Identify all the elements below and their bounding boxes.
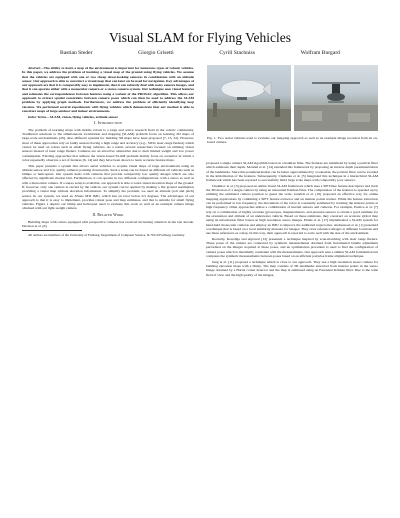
body-paragraph: Building maps with robots equipped with perspective cameras has received increasing attention in the last decade. Davison et al. [6] (22, 219, 194, 228)
figure-photo-camera-view (294, 65, 378, 131)
abstract-text: —The ability to learn a map of the environment is important for numerous types of robotic vehicles. In this paper, we address the problem of learning a visual map of the ground using flying vehicles. We assume that the vehicles are equipped with one or two cheap down-looking cameras in combination with an attitude sensor. Our approach is able to construct a visual map that can later on be used for navigation. Key advantages of our approach are that it is comparably easy to implement, that it can robustly deal with noisy camera images, and that it can operate either with a monocular camera or a stereo camera system. Our technique uses visual features and estimates the correspondences between features using a variant of the PROSAC algorithm. This allows our approach to extract spatial constraints between camera poses which can then be used to address the SLAM problem by applying graph methods. Furthermore, we address the problem of efficiently identifying loop closures. We performed several experiments with flying vehicles which demonstrate that our method is able to construct maps of large outdoor and indoor environments. (22, 66, 194, 113)
figure-caption: Fig. 1. Two aerial vehicles used to evaluate our mapping approach as well as an example image recorded from an on-board camera. (207, 136, 378, 145)
footnote-divider (22, 230, 82, 231)
body-paragraph: This paper presents a system that allows aerial vehicles to acquire visual maps of large environments using an attitude sensor and low quality cameras pointing downwards. Such a setup can be found on different air vehicles such as blimps or helicopters. Our system deals with cameras that provide comparably low quality images which are also affected by significant motion blur. Furthermore, it can operate in two different configurations: with a stereo as well as with a monocular camera. If a stereo setup is available, our approach is able to learn visual elevation maps of the ground. If, however, only one camera is carried by the vehicle, our system can be applied by making a flat ground assumption providing a visual map without elevation information. To simplify the problem, we used an attitude (roll and pitch) sensor. In our system, we used an XSens MTi IMU, which has an error below 0.5 degrees. The advantages of our approach is that it is easy to implement, provides robust pose and map estimates, and that is suitable for small flying vehicles. Figure 1 depicts our blimp and helicopter used to evaluate this work as well as an example camera image obtained with our light-weight camera. (22, 163, 194, 211)
section-heading-introduction: I. Introduction (94, 121, 122, 126)
body-paragraph: Jung et al. [11] proposed a technique which is close to our approach. They use a high resolution stereo camera for building elevation maps with a blimp. The map consists of 3D landmarks extracted from interest points in the stereo image obtained by a Harris corner detector and the map is estimated using an Extended Kalman filter. Due to the wide field of view and the high quality of the images, (206, 259, 378, 277)
index-terms-label: Index Terms (28, 114, 47, 119)
blimp-photo-image (207, 65, 291, 131)
section-heading-related-work: II. Related Work (92, 213, 124, 218)
author-list (60, 50, 340, 57)
author-name: Cyrill Stachniss (219, 50, 255, 56)
paper-title: Visual SLAM for Flying Vehicles (109, 30, 291, 45)
abstract-paragraph (22, 66, 194, 113)
body-paragraph: The problem of learning maps with mobile robots is a large and active research field in the robotic community. Traditional solutions to the simultaneous localization and mapping (SLAM) problem focus on learning 2D maps of large-scale environments [20]. Also different systems for building 3D maps have been proposed [7, 13, 22]. However, most of these approaches rely on bulky sensors having a high range and accuracy (e.g., SICK laser range finders) which cannot be used on robots such as small flying vehicles. As a result, several researchers focused on utilizing vision sensors instead of laser range finders. Cameras are an attractive alternative due to their limited weight and low power consumption. Existing approaches that address the vision-based SLAM problem mainly focus on scenarios in which a robot repeatedly observes a set of features [6, 14] and they have been shown to learn accurate feature maps. (22, 127, 194, 162)
figure-1 (207, 65, 378, 131)
author-name: Bastian Steder (60, 50, 93, 56)
affiliation-footnote: All authors are members of the University of Freiburg, Department of Computer Science, D-79110 Freiburg, Germany (28, 232, 185, 237)
left-column (22, 66, 194, 502)
abstract-label: Abstract (28, 66, 41, 70)
author-name: Giorgio Grisetti (138, 50, 174, 56)
body-paragraph: Recently, Konolige and Agrawal [12] presented a technique inspired by scan-matching with laser range finders. These poses of the camera are connected by synthetic measurements obtained from incremental bundle adjustment performed on the images acquired at these poses, and an optimization procedure is used to find the configuration of camera poses which is maximally consistent with the measurements. Our approach uses a similar SLAM formulation but computes the synthetic measurements between poses based on an efficient pairwise frame alignment technique. (206, 236, 378, 259)
body-paragraph: Chekhlov et al. [3] proposed an online visual SLAM framework which uses a SIFT-like feature descriptors and track the 3D motion of a single camera by using an unscented Kalman filter. The computation of the features is speeded up by utilizing the estimated camera position to guess the scale. Jensfelt et al. [10] proposed an effective way for online mapping applications by combining a SIFT feature extractor and an interest points tracker. While the feature extraction can be performed at low frequency, the movement of the robot is constantly estimated by tracking the interest points at high frequency. Other approaches utilize a combination of inertial sensors and cameras. For example, Eustice et al. [7] rely on a combination of highly accurate gyroscopes, magnetometers, and pressure sensors to obtain a good estimate for the orientation and altitude of an underwater vehicle. Based on these estimates, they construct an accurate global map using an information filter based on high resolution stereo images. Piniés et al. [17] implemented a SLAM system for hand-held monocular cameras and employ an IMU to improve the estimated trajectories. Andreasson et al. [1] presented a technique that is based on a local similarity measure for images. They store reference images at different locations and use these references as a map. In this way, their approach is reported to scale well with the size of the environment. (206, 183, 378, 236)
index-terms-paragraph (22, 115, 194, 119)
helicopter-photo-image (294, 65, 378, 131)
author-name: Wolfram Burgard (300, 50, 340, 56)
body-paragraph: proposed a single camera SLAM algorithm based on a Kalman filter. The features are initialized by using a particle filter which estimates their depth. Montiel et al. [14] extended this framework by proposing an inverse depth parameterization of the landmarks. Since this parameterization can be better approximated by a Gaussian, the particle filter can be avoided in the initialization of the features. Subsequently, Clemente et al. [5] integrated this technique in a hierarchical SLAM framework which has been reported to successfully build large scale maps with comparably poor sensors. (206, 161, 378, 183)
right-column (206, 161, 378, 502)
index-terms-text: —SLAM, vision, flying vehicles, attitude sensor (46, 114, 119, 119)
figure-photo-aerial-vehicles (207, 65, 291, 131)
